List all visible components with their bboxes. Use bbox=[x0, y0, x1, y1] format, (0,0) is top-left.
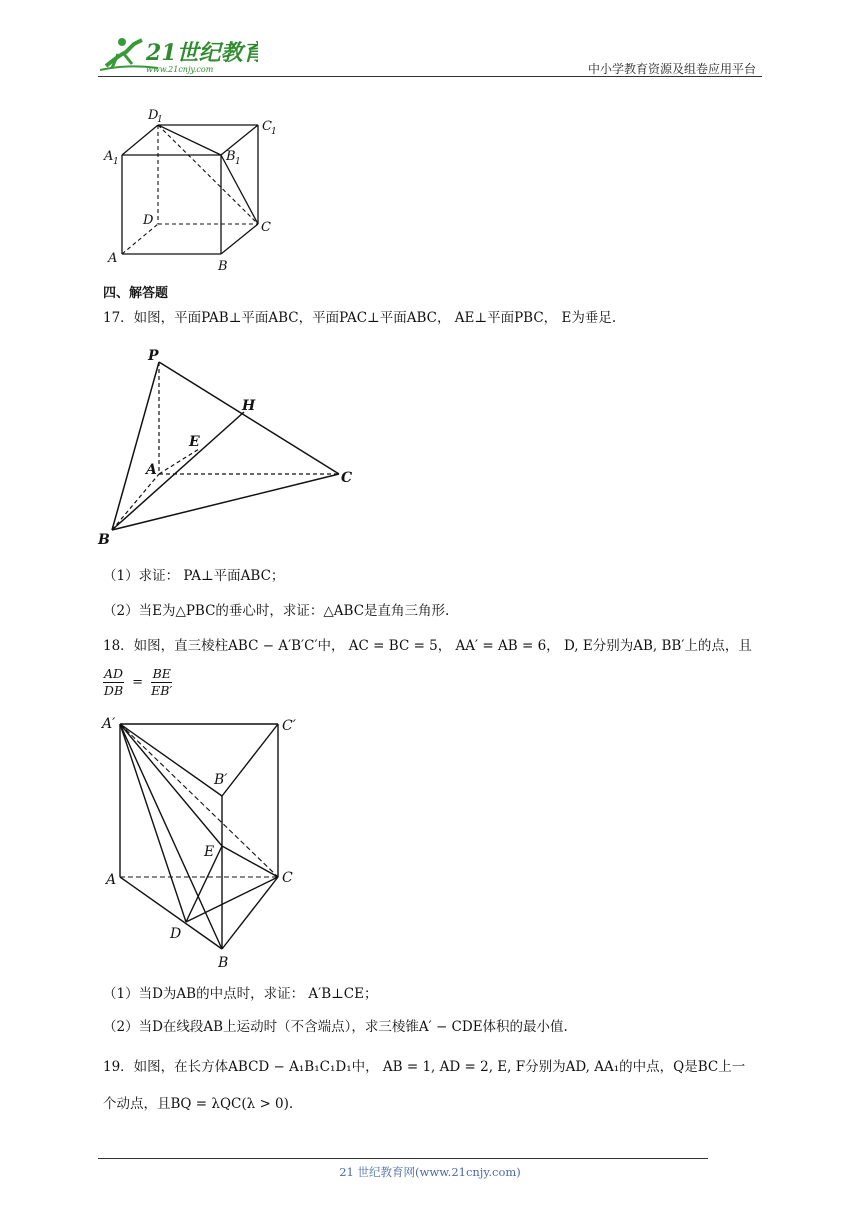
q18-stem: 18．如图，直三棱柱ABC − A′B′C′中， AC = BC = 5， AA′ = AB = 6， D, E分别为AB, BB′上的点，且 bbox=[103, 638, 752, 654]
q17-label-e: E bbox=[189, 434, 200, 450]
q17-part1: （1）求证： PA⊥平面ABC； bbox=[103, 568, 285, 584]
q18-label-d: D bbox=[170, 926, 182, 942]
label-b: B bbox=[218, 259, 228, 274]
q17-label-c: C bbox=[341, 470, 353, 486]
q17-figure bbox=[96, 344, 366, 549]
logo-url: www.21cnjy.com bbox=[146, 65, 214, 74]
site-logo bbox=[98, 34, 258, 80]
q18-label-c: C bbox=[282, 870, 293, 886]
q17-part2: （2）当E为△PBC的垂心时，求证：△ABC是直角三角形. bbox=[103, 603, 450, 619]
label-c1: C bbox=[262, 119, 272, 134]
q17-label-p: P bbox=[148, 348, 159, 364]
q18-part2: （2）当D在线段AB上运动时（不含端点），求三棱锥A′ − CDE体积的最小值. bbox=[103, 1019, 568, 1035]
cube-figure bbox=[100, 100, 290, 275]
header-divider bbox=[98, 76, 762, 77]
q17-label-h: H bbox=[242, 398, 256, 414]
q18-label-c1: C′ bbox=[282, 718, 296, 734]
label-d: D bbox=[143, 213, 154, 228]
q18-label-b1: B′ bbox=[214, 772, 228, 788]
q18-part1: （1）当D为AB的中点时，求证： A′B⊥CE； bbox=[103, 986, 378, 1002]
q17-stem: 17．如图，平面PAB⊥平面ABC，平面PAC⊥平面ABC， AE⊥平面PBC， E为垂足. bbox=[103, 310, 617, 326]
label-c: C bbox=[261, 220, 271, 235]
logo-runner-icon bbox=[98, 34, 258, 76]
q18-label-a1: A′ bbox=[102, 716, 116, 732]
label-b1: B bbox=[226, 149, 236, 164]
label-d1: D bbox=[148, 108, 159, 123]
label-a: A bbox=[108, 251, 118, 266]
section-title: 四、解答题 bbox=[103, 286, 169, 301]
frac-be-eb: $\frac{BE}{EB'}$ bbox=[151, 666, 173, 698]
q18-figure bbox=[98, 712, 308, 974]
q18-label-a: A bbox=[106, 872, 117, 888]
q17-label-a: A bbox=[146, 462, 157, 478]
q18-fraction: $\frac{AD}{DB}$ = $\frac{BE}{EB'}$ bbox=[103, 666, 173, 698]
footer-link[interactable]: 21 世纪教育网(www.21cnjy.com) bbox=[339, 1165, 521, 1179]
footer-divider bbox=[98, 1158, 708, 1159]
frac-ad-db: $\frac{AD}{DB}$ bbox=[103, 666, 124, 698]
logo-text: 21世纪教育 bbox=[146, 40, 258, 66]
svg-text:1: 1 bbox=[235, 157, 241, 167]
label-a1: A bbox=[104, 149, 114, 164]
q17-label-b: B bbox=[98, 532, 110, 548]
header-platform-text: 中小学教育资源及组卷应用平台 bbox=[587, 62, 756, 76]
q19-line2: 个动点，且BQ = λQC(λ > 0). bbox=[103, 1096, 294, 1112]
svg-text:1: 1 bbox=[157, 115, 163, 125]
svg-text:1: 1 bbox=[271, 127, 277, 137]
q18-label-e: E bbox=[204, 844, 215, 860]
q19-line1: 19．如图，在长方体ABCD − A₁B₁C₁D₁中， AB = 1, AD = 2, E, F分别为AD, AA₁的中点，Q是BC上一 bbox=[103, 1059, 746, 1075]
q18-label-b: B bbox=[218, 955, 229, 971]
svg-text:1: 1 bbox=[113, 157, 119, 167]
